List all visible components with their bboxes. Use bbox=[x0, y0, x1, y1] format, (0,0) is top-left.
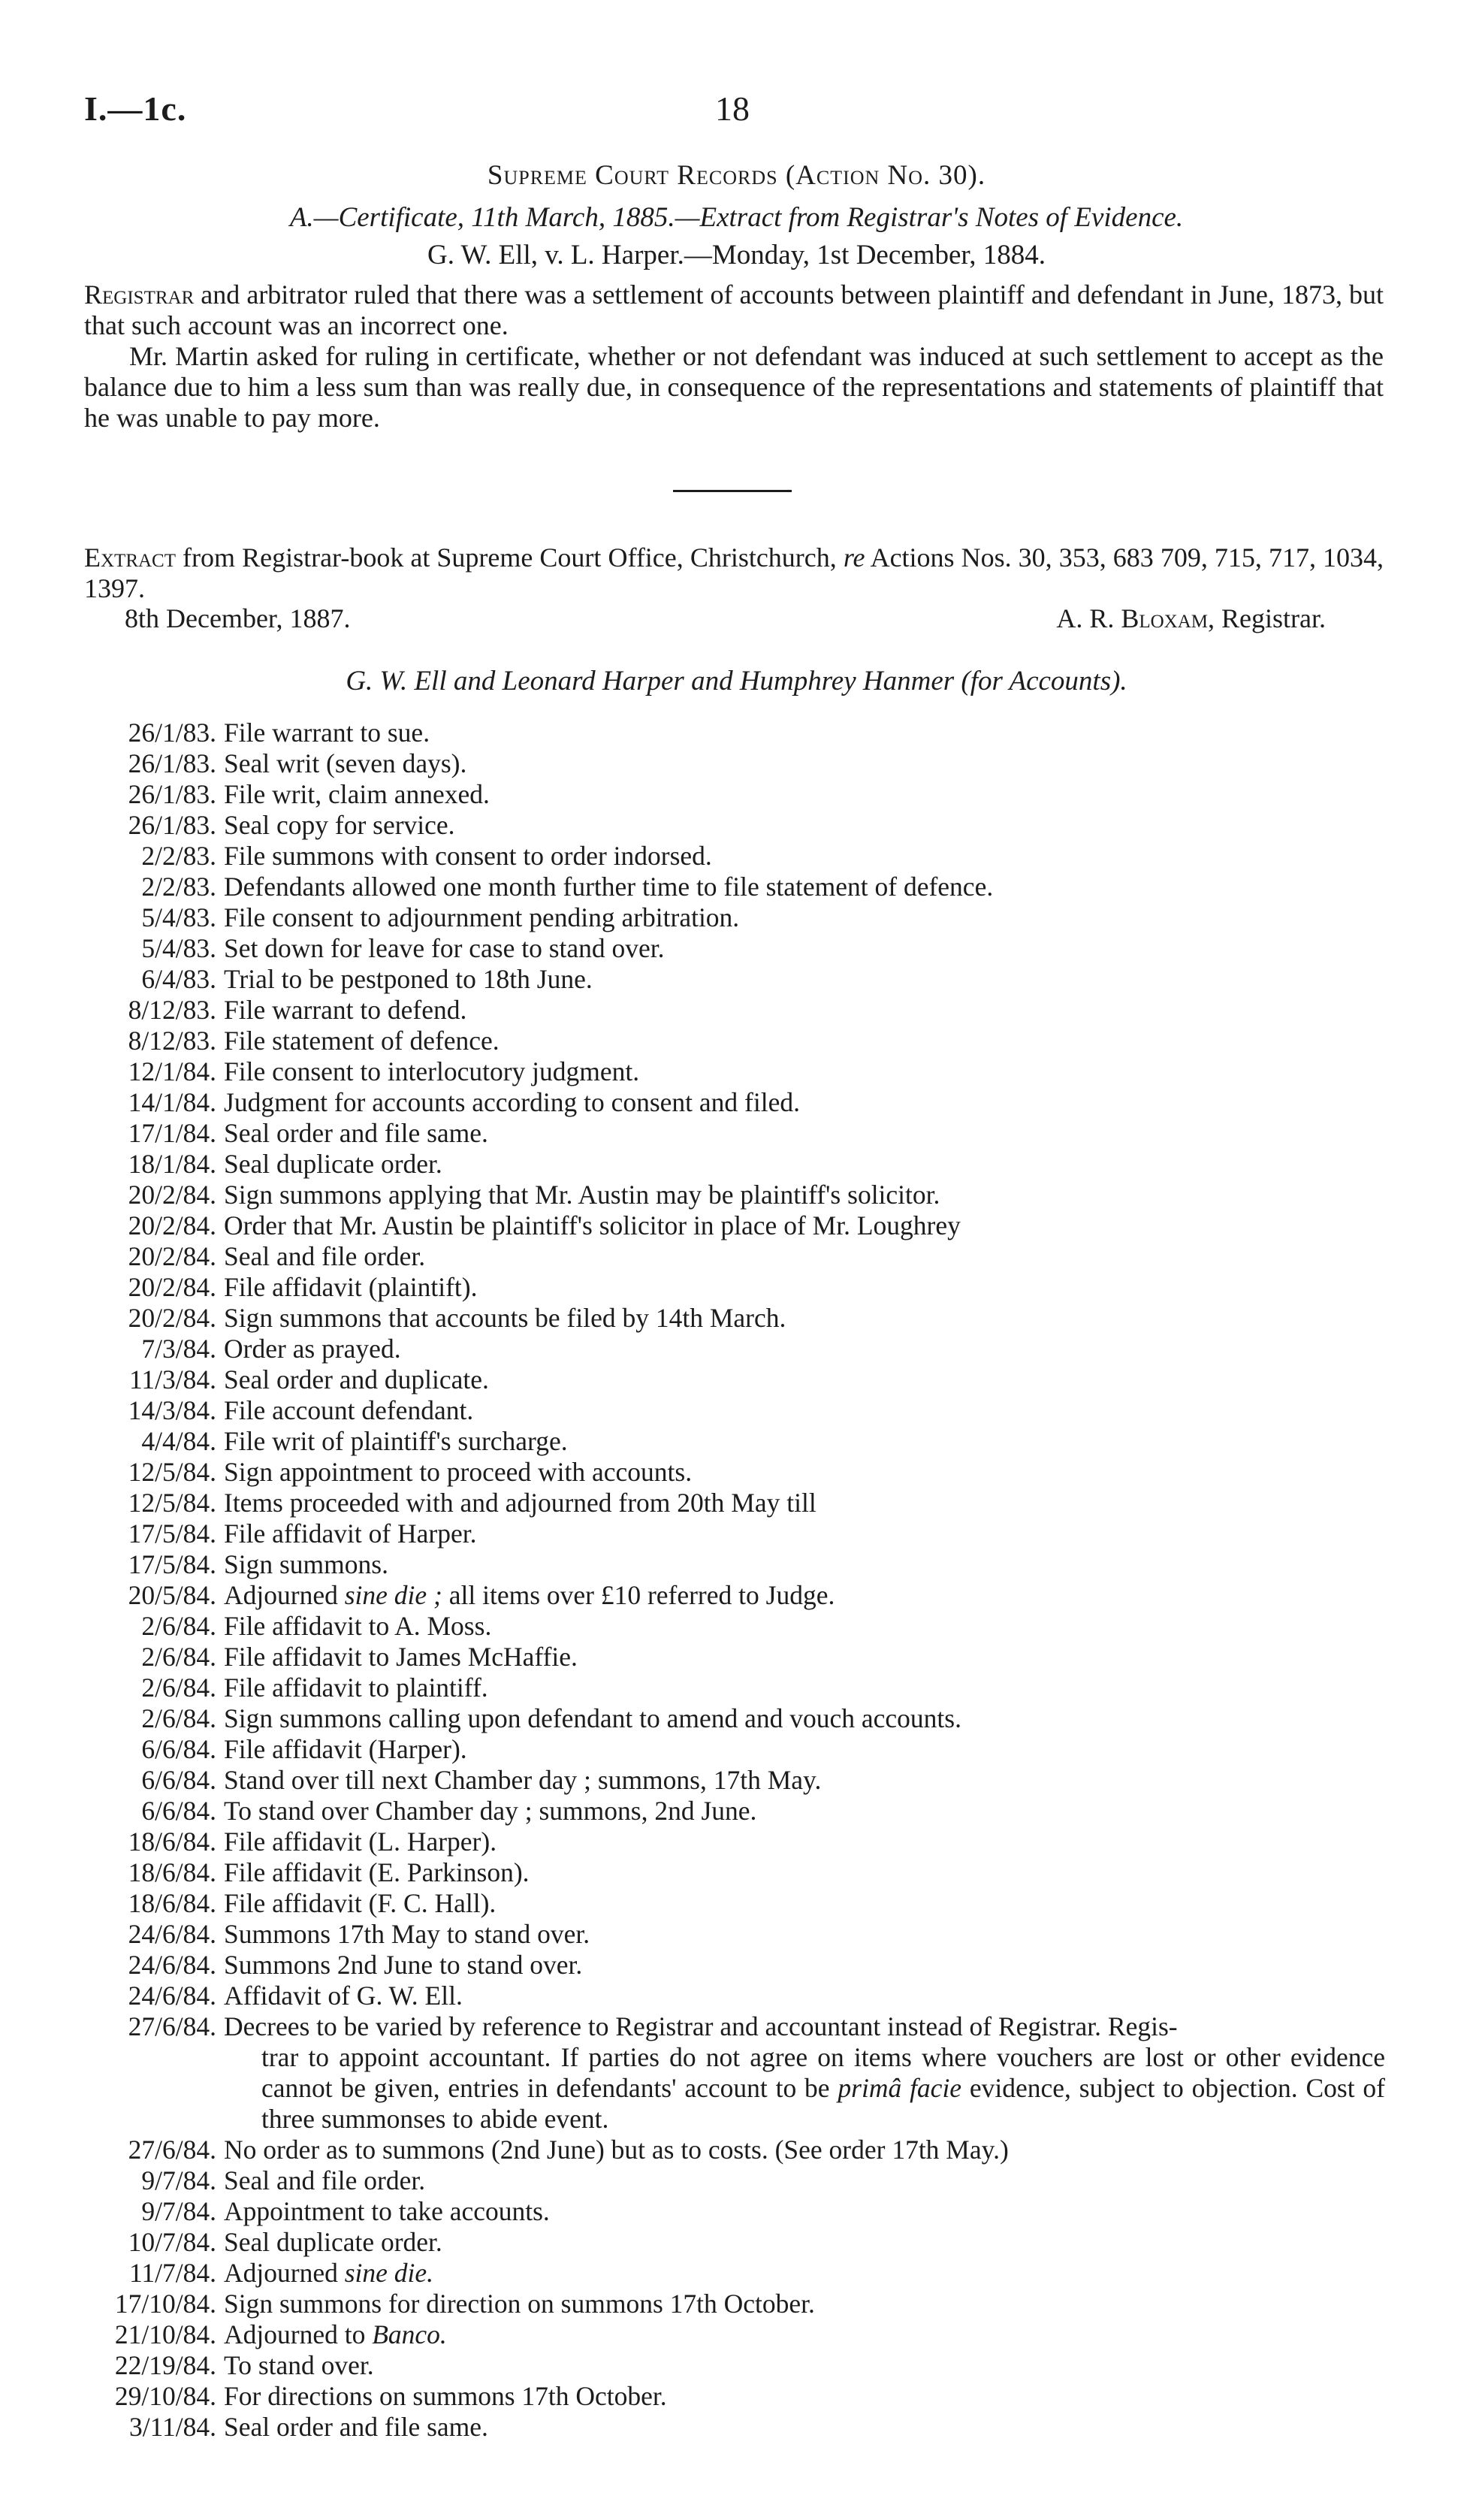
register-entry bbox=[0, 1549, 1473, 1580]
entry-text: File affidavit of Harper. bbox=[224, 1518, 477, 1549]
entry-text: To stand over. bbox=[224, 2350, 374, 2380]
register-entry bbox=[0, 1611, 1473, 1642]
section-subheading: A.—Certificate, 11th March, 1885.—Extract from Registrar's Notes of Evidence. bbox=[289, 202, 1184, 233]
entry-text: File affidavit (Harper). bbox=[224, 1734, 467, 1764]
register-entry bbox=[0, 1827, 1473, 1857]
signature-name: A. R. Bloxam bbox=[1056, 603, 1209, 633]
entry-date: 20/2/84. bbox=[128, 1210, 216, 1240]
register-entry bbox=[0, 2350, 1473, 2381]
register-entry bbox=[0, 2196, 1473, 2227]
register-entries bbox=[0, 718, 1473, 2443]
register-entry bbox=[0, 1303, 1473, 1334]
entry-text: Sign summons for direction on summons 17th October. bbox=[224, 2289, 815, 2319]
entry-date: 20/2/84. bbox=[128, 1180, 216, 1210]
entry-date: 2/6/84. bbox=[141, 1703, 216, 1733]
entry-date: 26/1/83. bbox=[128, 718, 216, 748]
entry-date: 5/4/83. bbox=[141, 902, 216, 932]
register-entry bbox=[0, 2011, 1473, 2135]
extract-text-1: from Registrar-book at Supreme Court Office, Christchurch, bbox=[176, 542, 844, 573]
register-entry bbox=[0, 902, 1473, 933]
entry-date: 20/2/84. bbox=[128, 1241, 216, 1271]
entry-date: 18/6/84. bbox=[128, 1827, 216, 1857]
entry-text bbox=[216, 2319, 1385, 2350]
entry-text-first-line: Decrees to be varied by reference to Registrar and accountant instead of Registrar. Regis- bbox=[224, 2011, 1178, 2041]
section-heading: Supreme Court Records (Action No. 30). bbox=[487, 160, 986, 191]
case-heading: G. W. Ell, v. L. Harper.—Monday, 1st December, 1884. bbox=[427, 240, 1046, 270]
entry-date: 29/10/84. bbox=[114, 2381, 216, 2411]
entry-text-continuation bbox=[224, 2042, 1385, 2135]
register-entry bbox=[0, 1919, 1473, 1950]
entry-text: Defendants allowed one month further time to file statement of defence. bbox=[224, 872, 994, 902]
entry-text: Judgment for accounts according to consent and filed. bbox=[224, 1087, 800, 1117]
entry-date: 7/3/84. bbox=[141, 1334, 216, 1364]
entry-date: 22/19/84. bbox=[114, 2350, 216, 2380]
entry-date: 20/2/84. bbox=[128, 1272, 216, 1302]
register-entry bbox=[0, 1642, 1473, 1672]
registrar-note bbox=[84, 279, 1384, 341]
page-number: 18 bbox=[715, 89, 750, 128]
section-divider bbox=[673, 490, 792, 492]
entry-date: 12/5/84. bbox=[128, 1457, 216, 1487]
register-entry bbox=[0, 1672, 1473, 1703]
entry-date: 26/1/83. bbox=[128, 748, 216, 778]
register-entry bbox=[0, 1765, 1473, 1796]
entry-date: 12/1/84. bbox=[128, 1056, 216, 1086]
register-entry bbox=[0, 933, 1473, 964]
register-entry bbox=[0, 2412, 1473, 2443]
register-entry bbox=[0, 2165, 1473, 2196]
entry-date: 8/12/83. bbox=[128, 1026, 216, 1056]
entry-text: No order as to summons (2nd June) but as to costs. (See order 17th May.) bbox=[224, 2135, 1009, 2165]
entry-date: 6/6/84. bbox=[141, 1796, 216, 1826]
entry-text: File warrant to sue. bbox=[224, 718, 430, 748]
entry-text: Sign summons. bbox=[224, 1549, 388, 1579]
extract-text-2: Actions Nos. 30, 353, 683 709, 715, 717, 1034, 1397. bbox=[84, 542, 1384, 603]
entry-text bbox=[216, 2011, 1385, 2135]
register-entry bbox=[0, 1056, 1473, 1087]
entry-text: File affidavit (plaintift). bbox=[224, 1272, 478, 1302]
register-entry bbox=[0, 1395, 1473, 1426]
entry-text bbox=[216, 1580, 1385, 1611]
signature-title: , Registrar. bbox=[1208, 603, 1326, 633]
entry-text: Seal writ (seven days). bbox=[224, 748, 467, 778]
entry-text: Seal order and duplicate. bbox=[224, 1364, 489, 1394]
entry-text: Order that Mr. Austin be plaintiff's solicitor in place of Mr. Loughrey bbox=[224, 1210, 961, 1240]
entry-text: Summons 17th May to stand over. bbox=[224, 1919, 590, 1949]
entry-text: File consent to adjournment pending arbitration. bbox=[224, 902, 740, 932]
extract-intro bbox=[84, 542, 1384, 604]
entry-text: File affidavit (L. Harper). bbox=[224, 1827, 497, 1857]
entry-date: 2/6/84. bbox=[141, 1611, 216, 1641]
entry-date: 14/1/84. bbox=[128, 1087, 216, 1117]
entry-text: Seal duplicate order. bbox=[224, 1149, 442, 1179]
entry-date: 24/6/84. bbox=[128, 1919, 216, 1949]
register-entry bbox=[0, 810, 1473, 841]
entry-text-part: all items over £10 referred to Judge. bbox=[442, 1580, 835, 1610]
entry-date: 27/6/84. bbox=[128, 2135, 216, 2165]
entry-date: 10/7/84. bbox=[128, 2227, 216, 2257]
entry-date: 11/7/84. bbox=[128, 2258, 216, 2288]
entry-text: Order as prayed. bbox=[224, 1334, 401, 1364]
martin-note: Mr. Martin asked for ruling in certificate, whether or not defendant was induced at such settlement to accept as the balance due to him a less sum than was really due, in consequence of the representations and statements of plaintiff that he was unable to pay more. bbox=[84, 341, 1384, 433]
register-entry bbox=[0, 718, 1473, 748]
entry-date: 6/6/84. bbox=[141, 1765, 216, 1795]
entry-date: 14/3/84. bbox=[128, 1395, 216, 1425]
entry-text: Seal order and file same. bbox=[224, 2412, 488, 2442]
register-entry bbox=[0, 2289, 1473, 2319]
entry-text: File affidavit to plaintiff. bbox=[224, 1672, 488, 1703]
entry-text: For directions on summons 17th October. bbox=[224, 2381, 667, 2411]
entry-text: File affidavit to James McHaffie. bbox=[224, 1642, 578, 1672]
register-entry bbox=[0, 872, 1473, 902]
case-title: G. W. Ell and Leonard Harper and Humphrey Hanmer (for Accounts). bbox=[346, 666, 1127, 696]
registrar-signature bbox=[1056, 603, 1326, 634]
register-entry bbox=[0, 2258, 1473, 2289]
entry-date: 21/10/84. bbox=[114, 2319, 216, 2349]
extract-re: re bbox=[843, 542, 865, 573]
entry-date: 17/1/84. bbox=[128, 1118, 216, 1148]
entry-text: Seal duplicate order. bbox=[224, 2227, 442, 2257]
entry-text-part: Adjourned bbox=[224, 2258, 345, 2288]
entry-text: Sign summons applying that Mr. Austin may be plaintiff's solicitor. bbox=[224, 1180, 940, 1210]
entry-date: 24/6/84. bbox=[128, 1950, 216, 1980]
register-entry bbox=[0, 841, 1473, 872]
entry-date: 26/1/83. bbox=[128, 779, 216, 809]
entry-text: Stand over till next Chamber day ; summons, 17th May. bbox=[224, 1765, 822, 1795]
entry-date: 2/2/83. bbox=[141, 841, 216, 871]
entry-date: 20/2/84. bbox=[128, 1303, 216, 1333]
entry-text-italic: sine die. bbox=[344, 2258, 434, 2288]
register-entry bbox=[0, 1580, 1473, 1611]
register-entry bbox=[0, 1026, 1473, 1056]
entry-text: File writ, claim annexed. bbox=[224, 779, 490, 809]
entry-date: 9/7/84. bbox=[141, 2165, 216, 2195]
register-entry bbox=[0, 1518, 1473, 1549]
register-entry bbox=[0, 1334, 1473, 1364]
entry-text-part: trar to appoint accountant. If parties do not agree on items where vouchers are lost or other evidence cannot be given, entries in defendants' account to be bbox=[261, 2042, 1385, 2103]
entry-text: Seal and file order. bbox=[224, 1241, 426, 1271]
register-entry bbox=[0, 1950, 1473, 1981]
document-reference: I.—1c. bbox=[84, 89, 187, 128]
register-entry bbox=[0, 1087, 1473, 1118]
entry-date: 2/2/83. bbox=[141, 872, 216, 902]
entry-text: File warrant to defend. bbox=[224, 995, 467, 1025]
entry-text-part: Adjourned bbox=[224, 1580, 345, 1610]
register-entry bbox=[0, 1734, 1473, 1765]
register-entry bbox=[0, 2381, 1473, 2412]
entry-date: 11/3/84. bbox=[128, 1364, 216, 1394]
entry-text-part: Adjourned to bbox=[224, 2319, 373, 2349]
entry-date: 2/6/84. bbox=[141, 1672, 216, 1703]
register-entry bbox=[0, 1241, 1473, 1272]
entry-date: 26/1/83. bbox=[128, 810, 216, 840]
entry-text: Appointment to take accounts. bbox=[224, 2196, 550, 2226]
register-entry bbox=[0, 2227, 1473, 2258]
entry-text: File consent to interlocutory judgment. bbox=[224, 1056, 640, 1086]
entry-text: Seal order and file same. bbox=[224, 1118, 488, 1148]
register-entry bbox=[0, 1857, 1473, 1888]
register-entry bbox=[0, 748, 1473, 779]
register-entry bbox=[0, 2135, 1473, 2165]
entry-date: 17/5/84. bbox=[128, 1549, 216, 1579]
entry-date: 3/11/84. bbox=[128, 2412, 216, 2442]
entry-date: 17/10/84. bbox=[114, 2289, 216, 2319]
entry-text: File affidavit to A. Moss. bbox=[224, 1611, 492, 1641]
entry-text: Affidavit of G. W. Ell. bbox=[224, 1981, 463, 2011]
entry-text: File affidavit (F. C. Hall). bbox=[224, 1888, 497, 1918]
entry-text: Set down for leave for case to stand over. bbox=[224, 933, 665, 963]
entry-date: 20/5/84. bbox=[128, 1580, 216, 1610]
entry-date: 18/1/84. bbox=[128, 1149, 216, 1179]
entry-text-part: evidence, subject to objection. Cost of three summonses to abide event. bbox=[261, 2073, 1385, 2134]
entry-date: 6/4/83. bbox=[141, 964, 216, 994]
registrar-lead: Registrar bbox=[84, 279, 195, 310]
entry-date: 2/6/84. bbox=[141, 1642, 216, 1672]
register-entry bbox=[0, 2319, 1473, 2350]
entry-date: 24/6/84. bbox=[128, 1981, 216, 2011]
register-entry bbox=[0, 1272, 1473, 1303]
entry-date: 9/7/84. bbox=[141, 2196, 216, 2226]
entry-date: 12/5/84. bbox=[128, 1488, 216, 1518]
register-entry bbox=[0, 1457, 1473, 1488]
register-entry bbox=[0, 1981, 1473, 2011]
register-entry bbox=[0, 1149, 1473, 1180]
register-entry bbox=[0, 1180, 1473, 1210]
register-entry bbox=[0, 1364, 1473, 1395]
entry-text: Seal copy for service. bbox=[224, 810, 455, 840]
register-entry bbox=[0, 1796, 1473, 1827]
registrar-note-text: and arbitrator ruled that there was a settlement of accounts between plaintiff and defendant in June, 1873, but that such account was an incorrect one. bbox=[84, 279, 1384, 340]
entry-text: To stand over Chamber day ; summons, 2nd June. bbox=[224, 1796, 757, 1826]
register-entry bbox=[0, 1488, 1473, 1518]
entry-text-italic: primâ facie bbox=[838, 2073, 962, 2103]
entry-text: Sign summons that accounts be filed by 14th March. bbox=[224, 1303, 786, 1333]
entry-text: Seal and file order. bbox=[224, 2165, 426, 2195]
register-entry bbox=[0, 1118, 1473, 1149]
entry-text: Summons 2nd June to stand over. bbox=[224, 1950, 583, 1980]
register-entry bbox=[0, 1703, 1473, 1734]
entry-text: File statement of defence. bbox=[224, 1026, 500, 1056]
entry-date: 27/6/84. bbox=[128, 2011, 216, 2041]
register-entry bbox=[0, 779, 1473, 810]
entry-date: 18/6/84. bbox=[128, 1888, 216, 1918]
register-entry bbox=[0, 1210, 1473, 1241]
entry-text: File affidavit (E. Parkinson). bbox=[224, 1857, 530, 1887]
entry-text: File account defendant. bbox=[224, 1395, 474, 1425]
entry-text: Items proceeded with and adjourned from 20th May till bbox=[224, 1488, 816, 1518]
extract-lead: Extract bbox=[84, 542, 176, 573]
entry-text-italic: Banco. bbox=[372, 2319, 447, 2349]
entry-date: 4/4/84. bbox=[141, 1426, 216, 1456]
entry-date: 8/12/83. bbox=[128, 995, 216, 1025]
entry-date: 6/6/84. bbox=[141, 1734, 216, 1764]
entry-date: 18/6/84. bbox=[128, 1857, 216, 1887]
entry-text: File summons with consent to order indorsed. bbox=[224, 841, 712, 871]
register-entry bbox=[0, 1426, 1473, 1457]
entry-date: 17/5/84. bbox=[128, 1518, 216, 1549]
entry-text: Sign appointment to proceed with accounts. bbox=[224, 1457, 693, 1487]
entry-text: File writ of plaintiff's surcharge. bbox=[224, 1426, 568, 1456]
entry-date: 5/4/83. bbox=[141, 933, 216, 963]
register-entry bbox=[0, 1888, 1473, 1919]
register-entry bbox=[0, 964, 1473, 995]
entry-text-italic: sine die ; bbox=[344, 1580, 442, 1610]
entry-text: Trial to be pestponed to 18th June. bbox=[224, 964, 593, 994]
register-entry bbox=[0, 995, 1473, 1026]
entry-text: Sign summons calling upon defendant to amend and vouch accounts. bbox=[224, 1703, 961, 1733]
extract-date: 8th December, 1887. bbox=[125, 603, 351, 633]
entry-text bbox=[216, 2258, 1385, 2289]
